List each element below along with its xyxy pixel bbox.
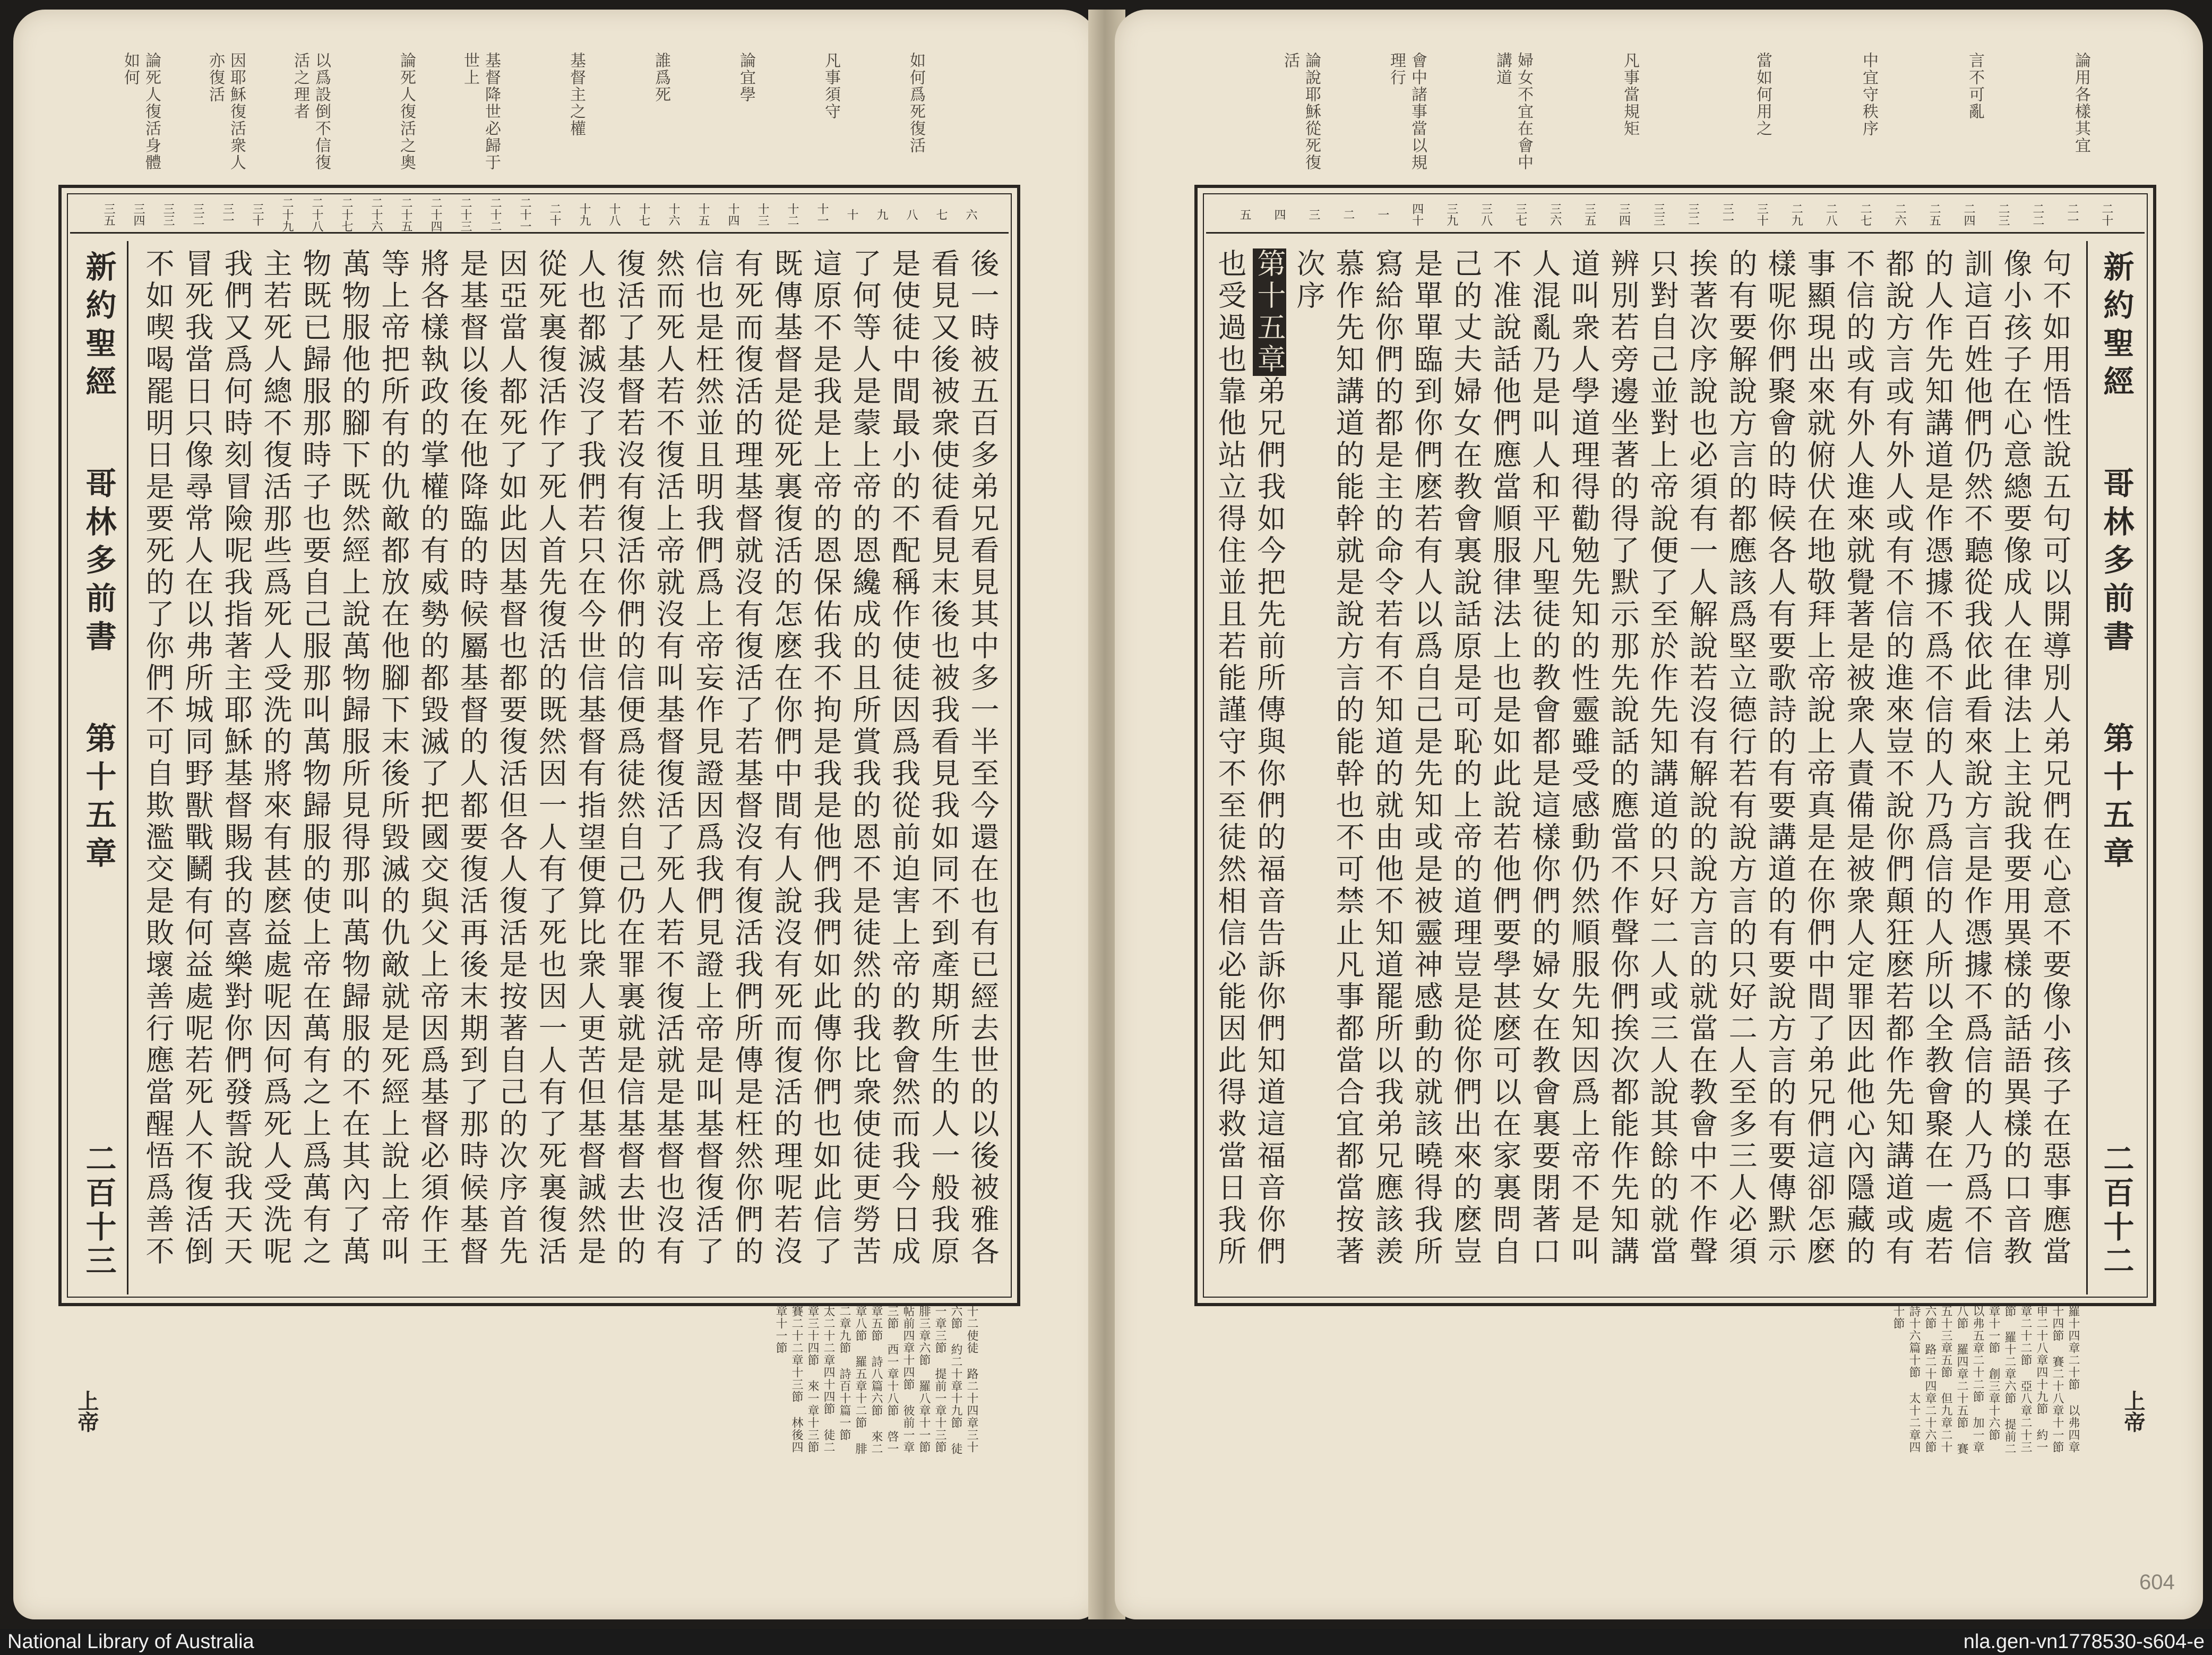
verse-number: 三一 xyxy=(1720,202,1734,226)
page-number: 二百十二 xyxy=(2098,1143,2134,1279)
right-page xyxy=(1115,10,2203,1619)
verse-number: 十六 xyxy=(667,202,680,226)
verse-number: 三三 xyxy=(1651,202,1665,226)
verse-number: 三四 xyxy=(1617,202,1631,226)
verse-number: 三二 xyxy=(1686,202,1700,226)
margin-note: 論死人復活之奧 xyxy=(397,52,416,171)
verse-number: 四十 xyxy=(1410,202,1424,226)
verse-number: 二六 xyxy=(1893,202,1907,226)
verse-number: 二四 xyxy=(1962,202,1976,226)
verse-number: 二十八 xyxy=(310,196,323,232)
verse-number: 十四 xyxy=(726,202,739,226)
running-head xyxy=(2086,241,2145,1294)
scripture-text xyxy=(136,241,1006,1294)
verse-number: 七 xyxy=(934,208,948,220)
margin-note: 凡事須守 xyxy=(822,52,840,120)
verse-number-bar xyxy=(70,196,1009,234)
scripture-paragraph: 句不如用悟性說五句可以開導別人弟兄們在心意不要像小孩子在惡事應當像小孩子在心意總要像成人在律法上主說我要用異樣的話語異樣的口音教訓這百姓他們仍然不聽從我依此看來說方言是作憑據不爲信的人乃爲不信的人作先知講道是作憑據不爲不信的人乃爲信的人所以全教會聚在一處若都說方言或有外人或有不信的進來豈不說你們顛狂麽若都作先知講道或有不信的或有外人進來就覺著是被衆人責備是被衆人定罪因此他心內隱藏的事顯現出來就俯伏在地敬拜上帝說上帝真是在你們中間了弟兄們這卻怎麽樣呢你們聚會的時候各人有要歌詩的有要講道的有要說方言的有要傳默示的有要解說方言的都應該爲堅立德行若有說方言的只好二人至多三人必須挨著次序說也必須有一人解說若沒有解說的說方言的就當在教會中不作聲只對自己並對上帝說便了至於作先知講道的只好二人或三人說其餘的就當辨別若旁邊坐著的得了默示那先說話的應當不作聲你們挨次都能作先知講道叫衆人學道理得勸勉先知的性靈雖受感動仍然順服先知因爲上帝不是叫人混亂乃是叫人和平凡聖徒的教會都是這樣你們的婦女在教會裏要閉著口不准說話他們應當順服律法上也是如此說若他們要學甚麽可以在家裏問自己的丈夫婦女在教會裏說話原是可恥的上帝的道理豈是從你們出來的麽豈是單單臨到你們麽若有人以爲自己是先知或是被靈神感動的就該曉得我所寫給你們的都是主的命令若有不知道的就由他不知道罷所以我弟兄應該羨慕作先知講道的能幹就是說方言的能幹也不可禁止凡事都當合宜都當按著次序 xyxy=(1292,248,2072,1268)
verse-number: 二十一 xyxy=(518,196,531,232)
verse-number: 二 xyxy=(1341,208,1355,220)
margin-note: 論用各樣其宜 xyxy=(2072,52,2090,154)
verse-number: 二十四 xyxy=(429,196,442,232)
bottom-mark: 上帝 xyxy=(2121,1390,2146,1433)
verse-number: 十三 xyxy=(756,202,769,226)
bottom-mark: 上帝 xyxy=(74,1390,99,1433)
verse-number: 十二 xyxy=(786,202,799,226)
verse-number: 十七 xyxy=(637,202,650,226)
running-head xyxy=(70,241,128,1294)
margin-note: 論說耶穌從死復活 xyxy=(1281,52,1321,171)
scripture-paragraph: 後一時被五百多弟兄看見其中多一半至今還在也有已經去世的以後被雅各看見又後被衆使徒看見末後也被我看見我如同不到產期所生的人一般我原是使徒中間最小的不配稱作使徒因爲我從前迫害上帝的教會然而我今日成了何等人是蒙上帝的恩纔成的且所賞我的恩不是徒然的我比衆使徒更勞苦這原不是我是上帝的恩保佑我不拘是我是他們我們如此傳你們也如此信了既傳基督是從死裏復活的怎麽在你們中間有人說沒有死而復活的理呢若沒有死而復活的理基督就沒有復活了若基督沒有復活我們所傳是枉然你們的信也是枉然並且明我們爲上帝妄作見證因爲我們見證上帝是叫基督復活了然而死人若不復活上帝就沒有叫基督復活了死人若不復活就是基督也沒有復活了基督若沒有復活你們的信便爲徒然自己仍在罪裏就是信基督去世的人也都滅沒了我們若只在今世信基督有指望便算比衆人更苦但基督誠然是從死裏復活作了死人首先復活的既然因一人有了死也因一人有了死裏復活因亞當人都死了如此因基督也都要復活但各人復活是按著自己的次序首先是基督以後在他降臨的時候屬基督的人都要復活再後末期到了那時候基督將各樣執政的掌權的有威勢的都毀滅了把國交與父上帝因爲基督必須作王等上帝把所有的仇敵都放在他腳下末後所毀滅的仇敵就是死經上說上帝叫萬物服他的腳下既然經上說萬物歸服所見得那叫萬物歸服的不在其內了萬物既已歸服那時子也要自己服那叫萬物歸服的使上帝在萬有之上爲萬有之主若死人總不復活那些爲死人受洗的將來有甚麽益處呢因何爲死人受洗呢我們又爲何時刻冒險呢我指著主耶穌基督賜我的喜樂對你們發誓說我天天冒死我當日只像尋常人在以弗所城同野獸戰鬭有何益處呢若死人不復活倒不如喫喝罷明日是要死的了你們不可自欺濫交是敗壞善行應當醒悟爲善不 xyxy=(141,248,1000,1268)
verse-number: 六 xyxy=(964,208,977,220)
running-title: 新約聖經 xyxy=(80,251,117,404)
margin-note: 論死人復活身體如何 xyxy=(121,52,161,171)
scripture-paragraph: 弟兄們我如今把先前所傳與你們的福音告訴你們知道這福音你們也受過也靠他站立得住並且若能謹守不至徒然相信必能因此得救當日我所 xyxy=(1213,248,1286,1268)
verse-number: 九 xyxy=(875,208,888,220)
verse-number: 三九 xyxy=(1444,202,1458,226)
margin-note: 當如何用之 xyxy=(1753,52,1772,137)
margin-note: 誰爲死 xyxy=(652,52,670,103)
text-frame xyxy=(1194,185,2156,1306)
verse-number: 四 xyxy=(1272,208,1286,220)
chapter-title: 第十五章 xyxy=(2098,722,2134,875)
verse-number: 三五 xyxy=(102,202,115,226)
verse-number: 二十 xyxy=(548,202,561,226)
text-frame xyxy=(58,185,1020,1306)
verse-number: 三三 xyxy=(161,202,175,226)
margin-note: 因耶穌復活衆人亦復活 xyxy=(206,52,246,171)
margin-note: 凡事當規矩 xyxy=(1621,52,1639,137)
verse-number: 三二 xyxy=(191,202,204,226)
verse-number: 二十二 xyxy=(488,196,502,232)
verse-number: 二十七 xyxy=(340,196,353,232)
verse-number: 二十六 xyxy=(369,196,383,232)
verse-number: 八 xyxy=(905,208,918,220)
verse-number: 二十 xyxy=(2099,202,2113,226)
margin-note: 論宜學 xyxy=(737,52,755,103)
running-title: 新約聖經 xyxy=(2098,251,2134,404)
margin-note: 婦女不宜在會中講道 xyxy=(1493,52,1533,171)
page-number: 二百十三 xyxy=(80,1143,117,1279)
verse-number: 三八 xyxy=(1479,202,1493,226)
margin-note: 中宜守秩序 xyxy=(1860,52,1878,137)
verse-number: 二二 xyxy=(2030,202,2044,226)
verse-number: 三七 xyxy=(1513,202,1527,226)
margin-note: 以爲設倒不信復活之理者 xyxy=(291,52,331,171)
chapter-marker: 第十五章 xyxy=(1253,248,1286,376)
scripture-text xyxy=(1208,241,2079,1294)
verse-number: 十 xyxy=(845,208,858,220)
left-page xyxy=(13,10,1099,1619)
margin-note: 基督降世必歸于世上 xyxy=(461,52,501,171)
verse-number: 十一 xyxy=(815,202,829,226)
verse-number: 二一 xyxy=(2065,202,2079,226)
margin-note: 言不可亂 xyxy=(1966,52,1984,120)
verse-number: 三十 xyxy=(1755,202,1769,226)
verse-number: 三十 xyxy=(251,202,264,226)
verse-number: 三五 xyxy=(1582,202,1596,226)
book-title: 哥林多前書 xyxy=(80,467,117,658)
verse-number: 二九 xyxy=(1789,202,1803,226)
pencil-folio: 604 xyxy=(2139,1571,2175,1594)
cross-references: 羅十四章二十節 以弗四章十四節 賽二十八章十一節 申二十八章四十九節 約一章二十二節 亞八章二十三節 羅十二章六節 提前二章十一節 創三章十六節 以弗五章二十二節 加一章八節 羅四章二十五節 賽五十三章五節 但九章二十六節 路二十四章二十六節 詩十六篇十節 太十二章四十節 xyxy=(1891,1305,2080,1455)
book-title: 哥林多前書 xyxy=(2098,467,2134,658)
verse-number: 五 xyxy=(1238,208,1251,220)
verse-number: 二十三 xyxy=(459,196,472,232)
verse-number: 三 xyxy=(1306,208,1320,220)
verse-number: 一 xyxy=(1375,208,1389,220)
verse-number: 二三 xyxy=(1996,202,2010,226)
footer-bar xyxy=(0,1629,2212,1655)
verse-number: 二八 xyxy=(1824,202,1838,226)
footer-identifier: nla.gen-vn1778530-s604-e xyxy=(1963,1631,2205,1653)
chapter-title: 第十五章 xyxy=(80,722,117,875)
verse-number: 十八 xyxy=(607,202,621,226)
verse-number: 三六 xyxy=(1548,202,1562,226)
verse-number: 二七 xyxy=(1858,202,1872,226)
verse-number: 十九 xyxy=(578,202,591,226)
cross-references: 十二使徒 路二十四章三十六節 約二十章十九節 徒一章三節 提前一章十三節 腓三章六節 羅八章十一節 帖前四章十四節 彼前一章三節 西一章十八節 啓一章五節 詩八篇六節 來二章八節 羅五章十二節 腓二章九節 詩百十篇一節 太二十二章四十四節 徒二章三十四節 來一章十三節 賽二十二章十三節 林後四章十一節 xyxy=(774,1305,978,1455)
footer-library: National Library of Australia xyxy=(7,1631,254,1653)
verse-number: 二十九 xyxy=(280,196,294,232)
verse-number: 三四 xyxy=(132,202,145,226)
verse-number: 二十五 xyxy=(399,196,412,232)
margin-note: 會中諸事當以規理行 xyxy=(1387,52,1427,171)
verse-number: 三一 xyxy=(221,202,234,226)
margin-note: 如何爲死復活 xyxy=(907,52,925,154)
verse-number: 二五 xyxy=(1927,202,1941,226)
margin-note: 基督主之權 xyxy=(567,52,586,137)
verse-number-bar xyxy=(1206,196,2145,234)
verse-number: 十五 xyxy=(696,202,710,226)
